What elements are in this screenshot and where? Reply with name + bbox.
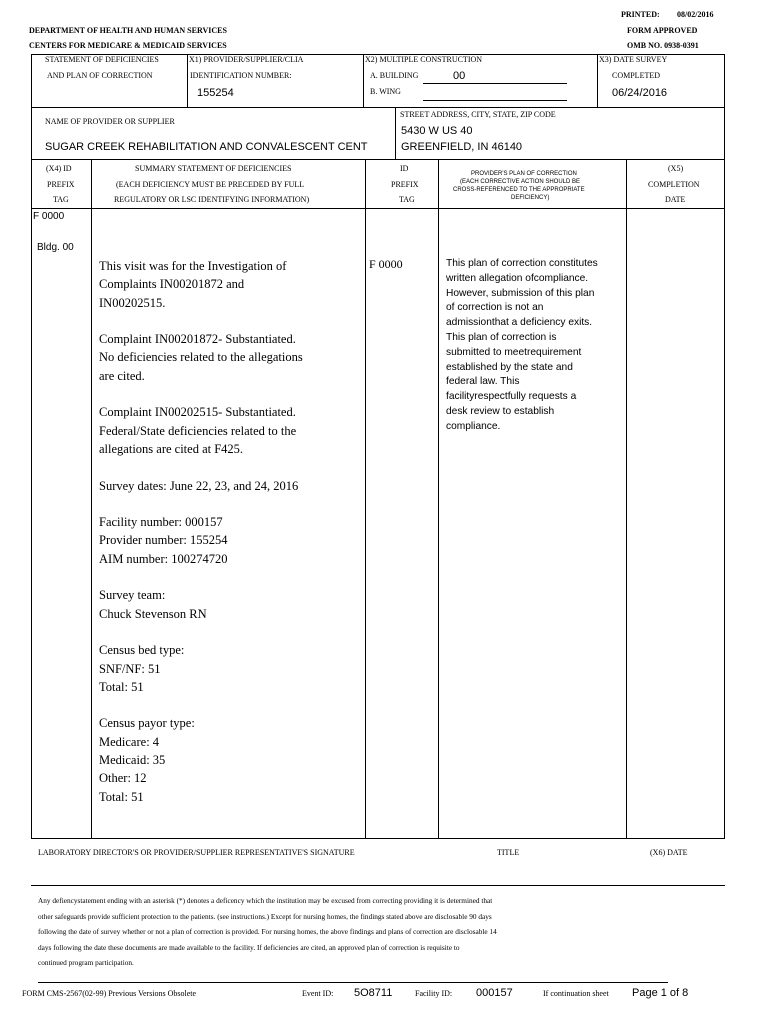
summary-line	[99, 312, 361, 330]
page-number: Page 1 of 8	[632, 987, 689, 999]
x5-header-1: (X5)	[668, 164, 684, 173]
summary-line: Total: 51	[99, 789, 144, 804]
summary-line: Complaint IN00202515- Substantiated.	[99, 405, 296, 420]
x2-label: X2) MULTIPLE CONSTRUCTION	[365, 55, 483, 64]
summary-line	[99, 568, 361, 586]
provider-id-value: 155254	[197, 87, 234, 99]
summary-line: Total: 51	[99, 679, 144, 694]
plan-line: admissionthat a deficiency exits.	[446, 317, 593, 329]
plan-line: submitted to meetrequirement	[446, 346, 582, 358]
x3-label-2: COMPLETED	[612, 71, 660, 80]
plan-header-2: (EACH CORRECTIVE ACTION SHOULD BE	[460, 179, 581, 185]
summary-line: This visit was for the Investigation of	[99, 259, 287, 273]
address-line-2: GREENFIELD, IN 46140	[401, 141, 523, 153]
summary-line: Census bed type:	[99, 643, 185, 658]
building-label: A. BUILDING	[370, 71, 419, 80]
disclaimer-line: Any defiencystatement ending with an asterisk (*) denotes a deficency which the institution may be excused from correcting providing it is determined that	[38, 896, 493, 905]
wing-label: B. WING	[370, 87, 401, 96]
plan-line: federal law. This	[446, 376, 520, 388]
summary-line	[99, 385, 361, 403]
summary-line: Facility number: 000157	[99, 515, 223, 530]
x1-label-1: X1) PROVIDER/SUPPLIER/CLIA	[189, 55, 304, 64]
x4-header-1: (X4) ID	[46, 164, 72, 173]
summary-line	[99, 495, 361, 513]
disclaimer	[38, 893, 728, 971]
summary-line: Survey dates: June 22, 23, and 24, 2016	[99, 478, 299, 493]
title-label: TITLE	[497, 848, 520, 857]
printed-date: 08/02/2016	[677, 10, 714, 19]
plan-header-4: DEFICIENCY)	[511, 195, 550, 201]
x1-label-2: IDENTIFICATION NUMBER:	[190, 71, 292, 80]
summary-line: Medicare: 4	[99, 734, 160, 749]
plan-line: written allegation ofcompliance.	[446, 272, 589, 284]
statement-label-1: STATEMENT OF DEFICIENCIES	[45, 55, 159, 64]
omb-number: OMB NO. 0938-0391	[627, 41, 699, 50]
summary-header-1: SUMMARY STATEMENT OF DEFICIENCIES	[135, 164, 292, 173]
plan-line: facilityrespectfully requests a	[446, 391, 577, 403]
summary-statement	[99, 257, 361, 806]
summary-line: AIM number: 100274720	[99, 551, 228, 566]
x5-header-3: DATE	[665, 195, 686, 204]
summary-line: SNF/NF: 51	[99, 661, 161, 676]
provider-name-value: SUGAR CREEK REHABILITATION AND CONVALESCENT CENT	[45, 141, 368, 153]
x4-header-3: TAG	[53, 195, 69, 204]
id-prefix-tag: F 0000	[369, 257, 403, 271]
summary-line	[99, 623, 361, 641]
summary-line	[99, 458, 361, 476]
summary-line: Census payor type:	[99, 716, 195, 731]
disclaimer-line: other safeguards provide sufficient protection to the patients. (see instructions.) Except for nursing homes, the findings stated above are disclosable 90 days	[38, 911, 492, 921]
event-id-value: 5O8711	[354, 987, 393, 999]
form-number: FORM CMS-2567(02-99) Previous Versions Obsolete	[22, 989, 197, 998]
id-header-3: TAG	[399, 195, 415, 204]
summary-line: Medicaid: 35	[99, 753, 166, 768]
summary-line: Other: 12	[99, 771, 147, 786]
summary-line: No deficiencies related to the allegations	[99, 350, 303, 365]
id-header-1: ID	[400, 164, 409, 173]
building-value: 00	[453, 70, 466, 82]
summary-line: Federal/State deficiencies related to the	[99, 423, 297, 438]
plan-line: This plan of correction is	[446, 331, 557, 343]
event-id-label: Event ID:	[302, 989, 334, 998]
plan-line: compliance.	[446, 420, 501, 432]
summary-line: Chuck Stevenson RN	[99, 606, 207, 621]
x3-label-1: X3) DATE SURVEY	[599, 55, 668, 64]
plan-line: However, submission of this plan	[446, 287, 595, 299]
statement-label-2: AND PLAN OF CORRECTION	[47, 71, 153, 80]
left-tag: F 0000	[33, 211, 65, 222]
facility-id-label: Facility ID:	[415, 989, 453, 998]
form-approved: FORM APPROVED	[627, 26, 698, 35]
survey-date-value: 06/24/2016	[612, 87, 668, 99]
summary-line: IN00202515.	[99, 295, 166, 310]
printed-label: PRINTED:	[621, 10, 660, 19]
provider-name-label: NAME OF PROVIDER OR SUPPLIER	[45, 117, 175, 126]
plan-line: of correction is not an	[446, 302, 544, 314]
signature-label: LABORATORY DIRECTOR'S OR PROVIDER/SUPPLIER REPRESENTATIVE'S SIGNATURE	[38, 848, 355, 857]
centers-name: CENTERS FOR MEDICARE & MEDICAID SERVICES	[29, 41, 227, 50]
x4-header-2: PREFIX	[47, 180, 75, 189]
summary-line: allegations are cited at F425.	[99, 441, 244, 456]
department-name: DEPARTMENT OF HEALTH AND HUMAN SERVICES	[29, 26, 227, 35]
summary-header-2: (EACH DEFICIENCY MUST BE PRECEDED BY FULL	[116, 180, 305, 189]
summary-line: Complaints IN00201872 and	[99, 277, 245, 292]
plan-of-correction	[446, 257, 624, 435]
facility-id-value: 000157	[476, 987, 513, 999]
x6-date-label: (X6) DATE	[650, 848, 688, 857]
address-line-1: 5430 W US 40	[401, 125, 473, 137]
disclaimer-line: continued program participation.	[38, 958, 134, 968]
disclaimer-line: following the date of survey whether or not a plan of correction is provided. For nursing homes, the above findings and plans of correction are disclosable 14	[38, 927, 497, 937]
id-header-2: PREFIX	[391, 180, 419, 189]
plan-header-1: PROVIDER'S PLAN OF CORRECTION	[471, 171, 577, 177]
address-label: STREET ADDRESS, CITY, STATE, ZIP CODE	[400, 110, 556, 119]
x5-header-2: COMPLETION	[648, 180, 700, 189]
building-tag: Bldg. 00	[37, 242, 74, 253]
summary-line: are cited.	[99, 368, 145, 383]
continuation-label: If continuation sheet	[543, 989, 609, 998]
summary-line: Survey team:	[99, 588, 166, 603]
summary-line	[99, 696, 361, 714]
disclaimer-line: days following the date these documents are made available to the facility. If deficiencies are cited, an approved plan of correction is requisite to	[38, 942, 460, 952]
summary-header-3: REGULATORY OR LSC IDENTIFYING INFORMATION)	[114, 195, 310, 204]
plan-line: This plan of correction constitutes	[446, 258, 598, 269]
plan-header-3: CROSS-REFERENCED TO THE APPROPRIATE	[453, 187, 585, 193]
summary-line: Complaint IN00201872- Substantiated.	[99, 332, 296, 347]
plan-line: established by the state and	[446, 361, 573, 373]
summary-line: Provider number: 155254	[99, 533, 228, 548]
plan-line: desk review to establish	[446, 405, 555, 417]
